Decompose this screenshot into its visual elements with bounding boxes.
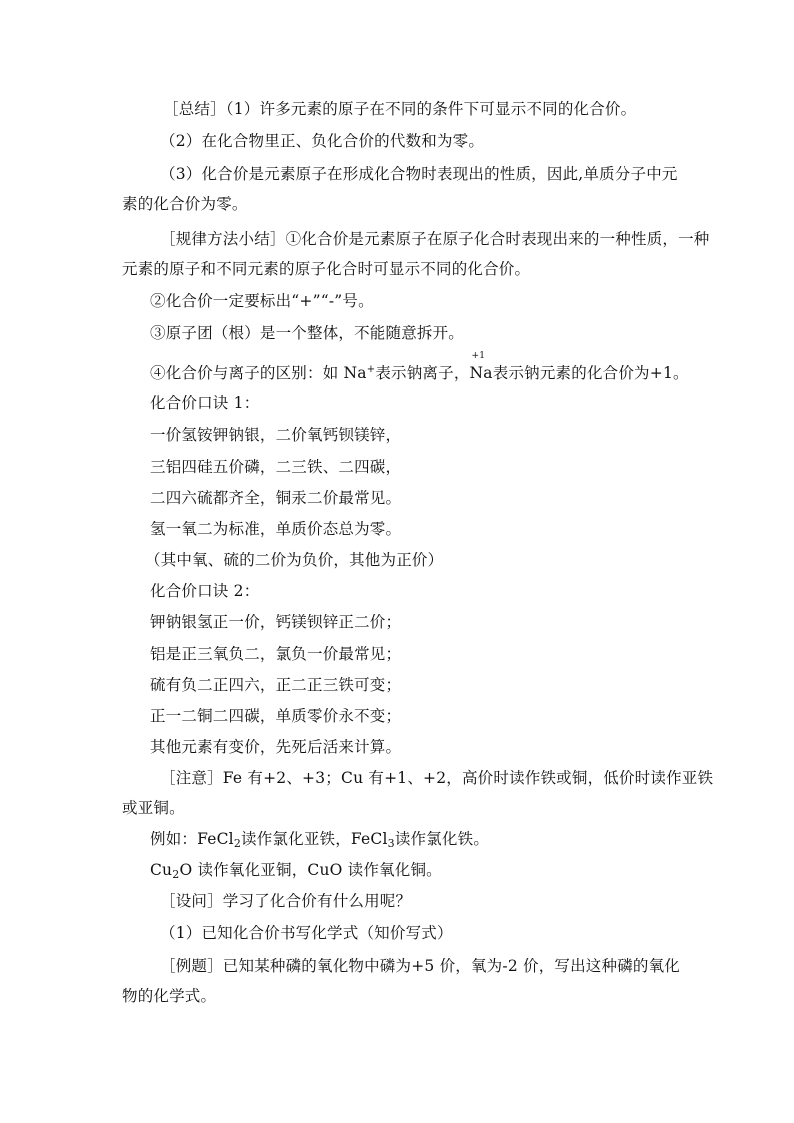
cu2o-text-a: Cu xyxy=(150,861,173,879)
method-point-4 xyxy=(150,351,689,384)
mnemonic-1-line-4: 氢一氧二为标准，单质价态总为零。 xyxy=(150,520,402,538)
point-4-text-a: ④化合价与离子的区别：如 Na xyxy=(150,364,367,382)
mnemonic-2-line-3: 硫有负二正四六，正二正三铁可变； xyxy=(150,676,402,694)
ion-charge: + xyxy=(366,364,376,375)
example-fecl-line xyxy=(150,828,489,855)
mnemonic-1-line-1: 一价氢铵钾钠银，二价氧钙钡镁锌， xyxy=(150,426,402,444)
mnemonic-2-line-2: 铝是正三氧负二，氯负一价最常见； xyxy=(150,645,402,663)
question-line: ［设问］学习了化合价有什么用呢？ xyxy=(160,892,412,910)
point-4-text-c: 表示钠元素的化合价为+1。 xyxy=(492,364,689,382)
fecl-subscript-3: 3 xyxy=(387,837,395,850)
note-line: ［注意］Fe 有+2、+3；Cu 有+1、+2，高价时读作铁或铜，低价时读作亚铁 xyxy=(160,769,714,787)
cu2o-text-b: O 读作氧化亚铜，CuO 读作氧化铜。 xyxy=(179,861,442,879)
mnemonic-2-line-4: 正一二铜二四碳，单质零价永不变； xyxy=(150,707,402,725)
summary-heading-line: ［总结］（1）许多元素的原子在不同的条件下可显示不同的化合价。 xyxy=(163,100,637,118)
summary-point-3: （3）化合价是元素原子在形成化合物时表现出的性质，因此,单质分子中元 xyxy=(160,165,678,183)
note-line-cont: 或亚铜。 xyxy=(122,799,185,817)
example-problem-cont: 物的化学式。 xyxy=(122,987,217,1005)
fecl-subscript-2: 2 xyxy=(233,837,242,850)
mnemonic-1-line-2: 三铝四硅五价磷，二三铁、二四碳， xyxy=(150,458,402,476)
cu2o-subscript: 2 xyxy=(172,868,180,881)
mnemonic-2-line-1: 钾钠银氢正一价，钙镁钡锌正二价； xyxy=(150,613,402,631)
mnemonic-1-line-3: 二四六硫都齐全，铜汞二价最常见。 xyxy=(150,489,402,507)
mnemonic-1-note: （其中氧、硫的二价为负价，其他为正价） xyxy=(145,551,444,569)
example-problem-line: ［例题］已知某种磷的氧化物中磷为+5 价，氧为-2 价，写出这种磷的氧化 xyxy=(160,957,681,975)
method-summary-line: ［规律方法小结］①化合价是元素原子在原子化合时表现出来的一种性质，一种 xyxy=(160,230,710,248)
method-point-2: ②化合价一定要标出“+”“-”号。 xyxy=(150,292,374,310)
mnemonic-1-title: 化合价口诀 1： xyxy=(150,394,260,412)
mnemonic-2-title: 化合价口诀 2： xyxy=(150,582,260,600)
point-4-text-b: 表示钠离子， xyxy=(375,364,470,382)
valence-notation xyxy=(469,351,493,384)
mnemonic-2-line-5: 其他元素有变价，先死后活来计算。 xyxy=(150,738,402,756)
valence-mark: +1 xyxy=(471,351,486,361)
summary-point-2: （2）在化合物里正、负化合价的代数和为零。 xyxy=(160,132,485,150)
valence-element: Na xyxy=(469,364,493,382)
example-cuo-line xyxy=(150,859,442,886)
question-point-1: （1）已知化合价书写化学式（知价写式） xyxy=(160,924,453,942)
fecl-text-b: 读作氯化亚铁，FeCl xyxy=(241,830,388,848)
fecl-text-c: 读作氯化铁。 xyxy=(394,830,490,848)
method-point-3: ③原子团（根）是一个整体，不能随意拆开。 xyxy=(150,324,465,342)
method-summary-cont: 元素的原子和不同元素的原子化合时可显示不同的化合价。 xyxy=(122,260,531,278)
summary-point-3-cont: 素的化合价为零。 xyxy=(122,195,248,213)
fecl-text-a: 例如：FeCl xyxy=(150,830,234,848)
